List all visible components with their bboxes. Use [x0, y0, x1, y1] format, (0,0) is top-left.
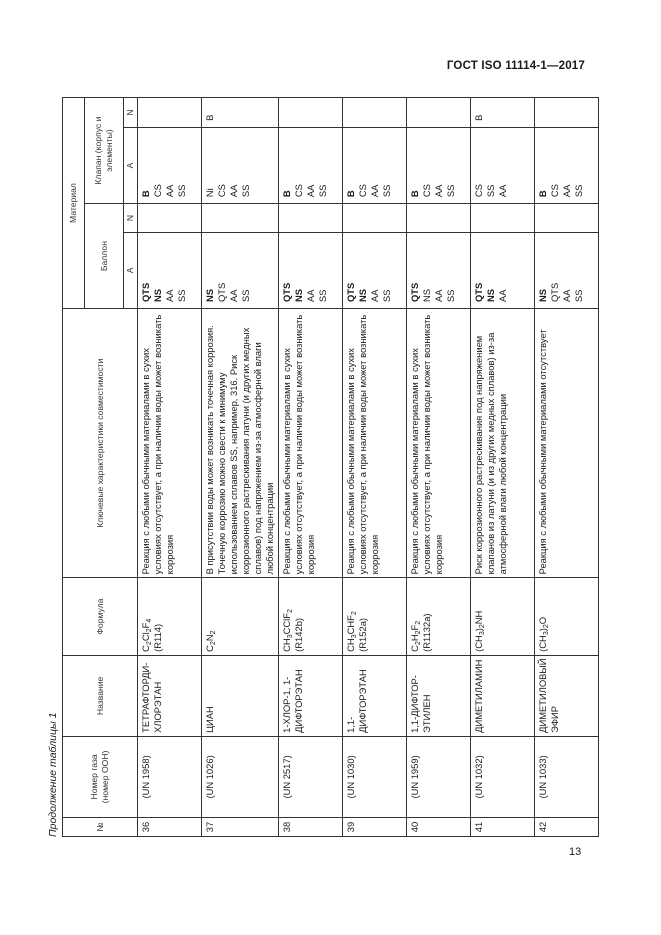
row-un-number: (UN 1026) [202, 736, 279, 817]
valve-n-materials [279, 98, 343, 128]
header-num: № [63, 817, 138, 836]
table-row [138, 98, 202, 837]
header-un: Номер газа (номер ООН) [63, 736, 138, 817]
material-code: B [473, 114, 485, 121]
row-un-number: (UN 2517) [279, 736, 343, 817]
valve-a-materials [471, 127, 535, 203]
material-code: SS [381, 289, 393, 303]
material-code: AA [497, 289, 509, 303]
cylinder-a-materials [138, 232, 202, 308]
row-formula: $CH_3CHF_2$ (R152a) [343, 578, 407, 655]
material-code: SS [176, 289, 188, 303]
table-head [63, 98, 138, 837]
material-code: SS [317, 184, 329, 198]
row-gas-name: 1,1-ДИФТОРЭТАН [343, 655, 407, 736]
valve-a-materials [343, 127, 407, 203]
header-valve-n: N [124, 98, 138, 128]
table-caption: Продолжение таблицы 1 [47, 712, 59, 837]
material-code: B [204, 114, 215, 121]
header-valve: Клапан (корпус и элементы) [85, 98, 124, 204]
table-body [138, 98, 599, 837]
row-gas-name: 1-ХЛОР-1, 1-ДИФТОРЭТАН [279, 655, 343, 736]
cylinder-n-materials [279, 204, 343, 233]
material-code: SS [240, 184, 252, 198]
row-gas-name: 1,1-ДИФТОР-ЭТИЛЕН [407, 655, 471, 736]
row-gas-name: ДИМЕТИЛОВЫЙ ЭФИР [535, 655, 599, 736]
material-code: QTS [140, 282, 151, 303]
material-code: QTS [473, 282, 485, 303]
row-description: Реакция с любыми обычными материалами в сухих условиях отсутствует, а при наличии воды может возникать коррозия [279, 309, 343, 578]
row-un-number: (UN 1032) [471, 736, 535, 817]
table-row [343, 98, 407, 837]
cylinder-a-materials [279, 232, 343, 308]
material-code: SS [240, 289, 252, 303]
material-code: B [537, 190, 549, 198]
material-code: AA [305, 184, 317, 198]
row-description: Риск коррозионного растрескивания под напряжением клапанов из латуни (и из других медных сплавов) из-за атмосферной влаги любой концентрации [471, 309, 535, 578]
material-code: SS [573, 184, 585, 198]
material-code: B [140, 190, 151, 198]
material-code: AA [228, 184, 240, 198]
material-code: NS [204, 288, 215, 303]
row-num: 36 [138, 817, 202, 836]
header-valve-a: А [124, 127, 138, 203]
material-code: AA [164, 289, 176, 303]
material-code: AA [369, 184, 381, 198]
row-description: Реакция с любыми обычными материалами отсутствует [535, 309, 599, 578]
material-code: SS [176, 184, 188, 198]
cylinder-a-materials [407, 232, 471, 308]
material-code: B [345, 190, 357, 198]
row-description: Реакция с любыми обычными материалами в сухих условиях отсутствует, а при наличии воды может возникать коррозия [138, 309, 202, 578]
valve-n-materials [138, 98, 202, 128]
row-num: 41 [471, 817, 535, 836]
material-code: SS [445, 184, 457, 198]
row-num: 37 [202, 817, 279, 836]
row-formula: $C_2Cl_2F_4$ (R114) [138, 578, 202, 655]
row-num: 40 [407, 817, 471, 836]
row-description: Реакция с любыми обычными материалами в сухих условиях отсутствует, а при наличии воды может возникать коррозия [407, 309, 471, 578]
table-row [279, 98, 343, 837]
material-code: QTS [216, 282, 228, 303]
row-formula: $(CH_3)_2NH$ [471, 578, 535, 655]
valve-n-materials [343, 98, 407, 128]
row-description: Реакция с любыми обычными материалами в сухих условиях отсутствует, а при наличии воды может возникать коррозия [343, 309, 407, 578]
table-row [407, 98, 471, 837]
row-gas-name: ТЕТРАФТОРДИ-ХЛОРЭТАН [138, 655, 202, 736]
row-gas-name: ЦИАН [202, 655, 279, 736]
valve-n-materials [407, 98, 471, 128]
row-formula: $C_2H_2F_2$ (R1132a) [407, 578, 471, 655]
cylinder-n-materials [535, 204, 599, 233]
material-code: AA [305, 289, 317, 303]
header-desc: Ключевые характеристики совместимости [63, 309, 138, 578]
material-code: NS [485, 288, 497, 303]
row-formula: $(CH_3)_2O$ [535, 578, 599, 655]
material-code: AA [164, 184, 176, 198]
material-code: AA [369, 289, 381, 303]
valve-a-materials [407, 127, 471, 203]
valve-n-materials [535, 98, 599, 128]
valve-a-materials [138, 127, 202, 203]
table-row [471, 98, 535, 837]
cylinder-a-materials [471, 232, 535, 308]
cylinder-n-materials [138, 204, 202, 233]
material-code: SS [573, 289, 585, 303]
material-code: QTS [409, 282, 421, 303]
header-cyl-n: N [124, 204, 138, 233]
row-un-number: (UN 1030) [343, 736, 407, 817]
material-code: SS [381, 184, 393, 198]
valve-a-materials [279, 127, 343, 203]
valve-n-materials [202, 98, 279, 128]
material-code: QTS [549, 282, 561, 303]
material-code: AA [561, 289, 573, 303]
row-num: 39 [343, 817, 407, 836]
valve-a-materials [202, 127, 279, 203]
header-material: Материал [63, 98, 85, 309]
header-cyl-a: А [124, 232, 138, 308]
header-formula: Формула [63, 578, 138, 655]
material-code: QTS [281, 282, 293, 303]
material-code: CS [357, 184, 369, 198]
material-code: SS [317, 289, 329, 303]
cylinder-a-materials [535, 232, 599, 308]
cylinder-a-materials [343, 232, 407, 308]
compatibility-table [62, 97, 599, 837]
material-code: B [281, 190, 293, 198]
material-code: QTS [345, 282, 357, 303]
cylinder-n-materials [407, 204, 471, 233]
row-num: 38 [279, 817, 343, 836]
cylinder-a-materials [202, 232, 279, 308]
row-un-number: (UN 1958) [138, 736, 202, 817]
valve-a-materials [535, 127, 599, 203]
material-code: B [409, 190, 421, 198]
header-cylinder: Баллон [85, 204, 124, 309]
row-description: В присутствии воды может возникать точечная коррозия. Точечную коррозию можно свести к минимуму использованием сплавов SS, например, 316. Риск коррозионного растрескивания латуни (и других медных сплавов) под напряжением из-за атмосферной влаги любой концентрации [202, 309, 279, 578]
cylinder-n-materials [471, 204, 535, 233]
valve-n-materials [471, 98, 535, 128]
material-code: SS [485, 184, 497, 198]
material-code: NS [357, 288, 369, 303]
material-code: AA [433, 184, 445, 198]
material-code: AA [497, 184, 509, 198]
document-header: ГОСТ ISO 11114-1—2017 [446, 60, 585, 72]
row-formula: $CH_3CClF_2$ (R142b) [279, 578, 343, 655]
material-code: CS [549, 184, 561, 198]
table-row [202, 98, 279, 837]
material-code: NS [537, 288, 549, 303]
material-code: NS [152, 288, 164, 303]
material-code: SS [445, 289, 457, 303]
page-number: 13 [569, 846, 582, 858]
material-code: AA [433, 289, 445, 303]
material-code: CS [473, 184, 485, 198]
material-code: Ni [204, 188, 215, 198]
table-row [535, 98, 599, 837]
material-code: AA [561, 184, 573, 198]
material-code: CS [421, 184, 433, 198]
rotated-table-area [47, 97, 585, 837]
material-code: AA [228, 289, 240, 303]
row-gas-name: ДИМЕТИЛАМИН [471, 655, 535, 736]
row-formula: $C_2N_2$ [202, 578, 279, 655]
material-code: CS [152, 184, 164, 198]
material-code: CS [293, 184, 305, 198]
material-code: NS [293, 288, 305, 303]
header-name: Название [63, 655, 138, 736]
material-code: CS [216, 184, 228, 198]
cylinder-n-materials [343, 204, 407, 233]
material-code: NS [421, 288, 433, 303]
cylinder-n-materials [202, 204, 279, 233]
row-num: 42 [535, 817, 599, 836]
row-un-number: (UN 1033) [535, 736, 599, 817]
row-un-number: (UN 1959) [407, 736, 471, 817]
